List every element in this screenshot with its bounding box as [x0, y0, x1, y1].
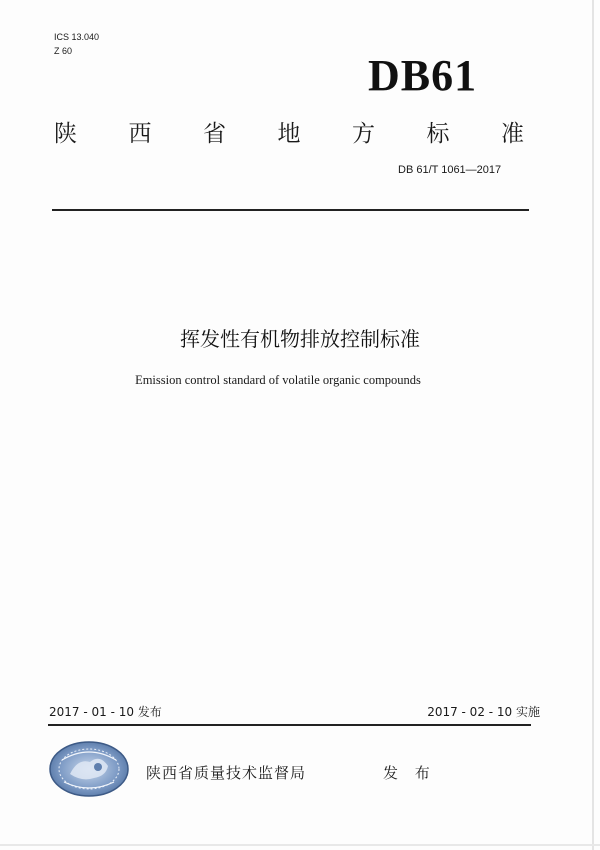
- standard-type-char: 陕: [54, 121, 77, 147]
- standard-type-char: 省: [203, 121, 226, 147]
- standard-type-char: 标: [426, 121, 450, 147]
- standard-code: DB61: [368, 51, 478, 100]
- title-chinese: 挥发性有机物排放控制标准: [180, 327, 420, 351]
- header-divider: [52, 209, 529, 211]
- classification-block: [54, 30, 99, 58]
- anti-counterfeit-seal-icon: [48, 740, 130, 798]
- effective-date: 2017 - 02 - 10 实施: [427, 705, 540, 719]
- standard-type: [54, 115, 524, 148]
- publish-date: 2017 - 01 - 10 发布: [49, 705, 162, 719]
- ics-code: ICS 13.040: [54, 32, 100, 42]
- page-edge-shadow: [592, 0, 594, 850]
- footer-divider: [48, 724, 531, 726]
- standard-type-char: 西: [128, 121, 152, 147]
- standard-type-char: 地: [277, 121, 301, 147]
- category-code: Z 60: [54, 46, 73, 56]
- issuing-authority: 陕西省质量技术监督局: [146, 764, 307, 782]
- title-english: Emission control standard of volatile organic compounds: [135, 373, 421, 387]
- issue-label: 发 布: [383, 764, 436, 782]
- standard-number: DB 61/T 1061—2017: [398, 164, 502, 176]
- page-bottom-shadow: [0, 844, 600, 846]
- standard-type-char: 方: [352, 121, 375, 147]
- standard-type-char: 准: [501, 121, 524, 147]
